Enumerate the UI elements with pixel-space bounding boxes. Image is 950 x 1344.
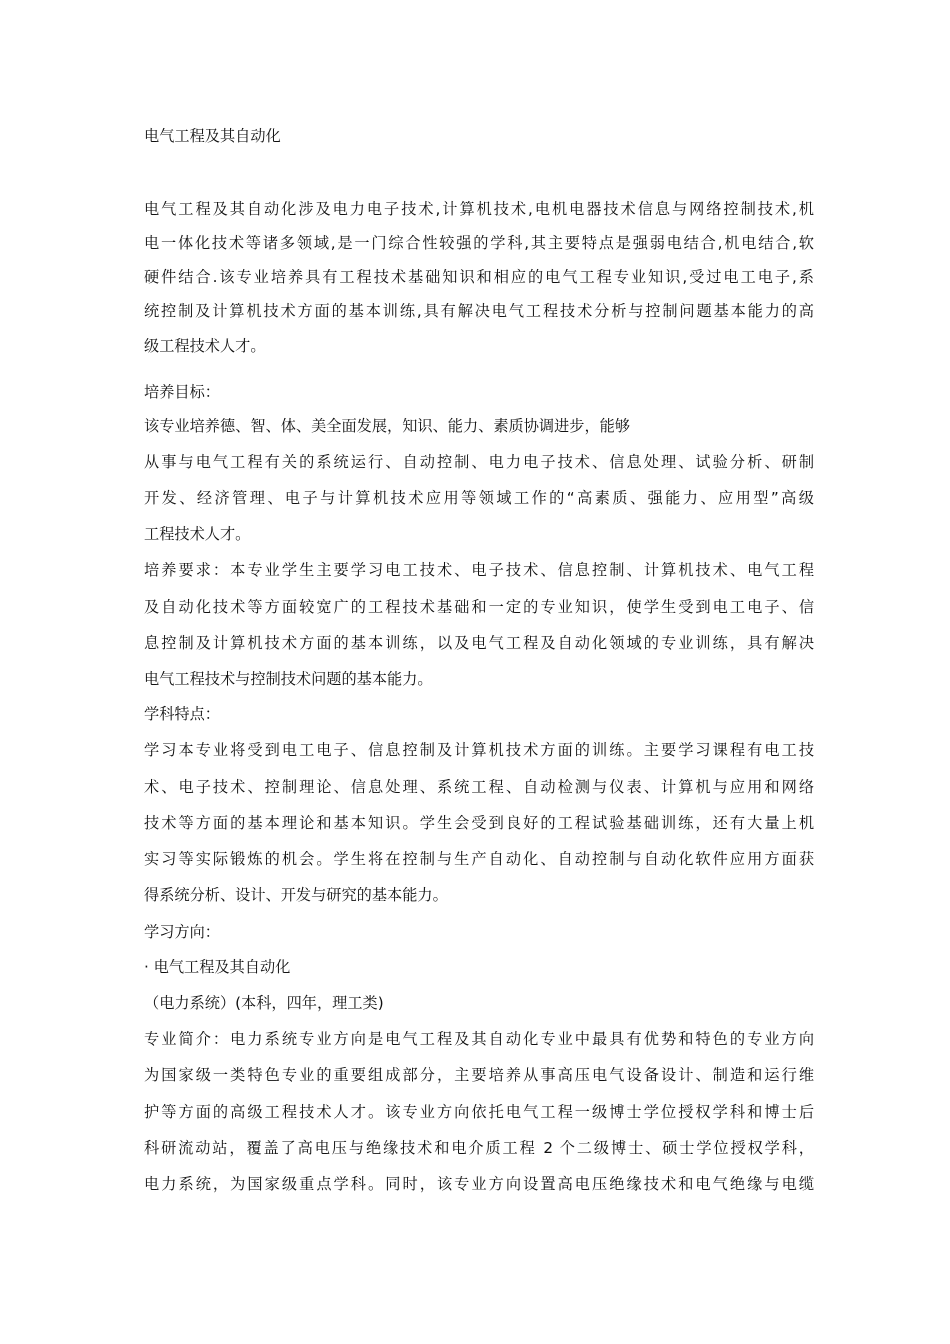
paragraph-line: 科研流动站，覆盖了高电压与绝缘技术和电介质工程 2 个二级博士、硕士学位授权学科， <box>144 1139 814 1157</box>
paragraph-line: 硬件结合.该专业培养具有工程技术基础知识和相应的电气工程专业知识,受过电工电子,系 <box>144 268 814 286</box>
section-heading-features: 学科特点： <box>144 705 220 723</box>
paragraph-line: 学习本专业将受到电工电子、信息控制及计算机技术方面的训练。主要学习课程有电工技 <box>144 741 814 759</box>
paragraph-line: 电气工程及其自动化涉及电力电子技术,计算机技术,电机电器技术信息与网络控制技术,机 <box>144 200 814 218</box>
paragraph-line: 息控制及计算机技术方面的基本训练，以及电气工程及自动化领域的专业训练，具有解决 <box>144 634 814 652</box>
paragraph-line: 级工程技术人才。 <box>144 337 266 355</box>
paragraph-line: 该专业培养德、智、体、美全面发展，知识、能力、素质协调进步，能够 <box>144 417 630 435</box>
bullet-item: · 电气工程及其自动化 <box>144 958 291 976</box>
section-heading-goals: 培养目标： <box>144 383 220 401</box>
paragraph-line: 开发、经济管理、电子与计算机技术应用等领域工作的“高素质、强能力、应用型”高级 <box>144 489 814 507</box>
paragraph-line: 得系统分析、设计、开发与研究的基本能力。 <box>144 886 448 904</box>
paragraph-line: （电力系统）(本科，四年，理工类) <box>144 994 384 1012</box>
document-title: 电气工程及其自动化 <box>144 127 281 145</box>
paragraph-line: 统控制及计算机技术方面的基本训练,具有解决电气工程技术分析与控制问题基本能力的高 <box>144 302 814 320</box>
paragraph-line: 电一体化技术等诸多领域,是一门综合性较强的学科,其主要特点是强弱电结合,机电结合,软 <box>144 234 814 252</box>
paragraph-line: 从事与电气工程有关的系统运行、自动控制、电力电子技术、信息处理、试验分析、研制 <box>144 453 814 471</box>
paragraph-line: 实习等实际锻炼的机会。学生将在控制与生产自动化、自动控制与自动化软件应用方面获 <box>144 850 814 868</box>
paragraph-line: 专业简介：电力系统专业方向是电气工程及其自动化专业中最具有优势和特色的专业方向 <box>144 1030 814 1048</box>
paragraph-line: 电气工程技术与控制技术问题的基本能力。 <box>144 670 433 688</box>
paragraph-line: 工程技术人才。 <box>144 525 251 543</box>
paragraph-line: 技术等方面的基本理论和基本知识。学生会受到良好的工程试验基础训练，还有大量上机 <box>144 814 814 832</box>
paragraph-line: 培养要求：本专业学生主要学习电工技术、电子技术、信息控制、计算机技术、电气工程 <box>144 561 814 579</box>
paragraph-line: 护等方面的高级工程技术人才。该专业方向依托电气工程一级博士学位授权学科和博士后 <box>144 1103 814 1121</box>
paragraph-line: 术、电子技术、控制理论、信息处理、系统工程、自动检测与仪表、计算机与应用和网络 <box>144 778 814 796</box>
paragraph-line: 及自动化技术等方面较宽广的工程技术基础和一定的专业知识，使学生受到电工电子、信 <box>144 598 814 616</box>
section-heading-directions: 学习方向： <box>144 923 220 941</box>
paragraph-line: 为国家级一类特色专业的重要组成部分，主要培养从事高压电气设备设计、制造和运行维 <box>144 1066 814 1084</box>
paragraph-line: 电力系统，为国家级重点学科。同时，该专业方向设置高电压绝缘技术和电气绝缘与电缆 <box>144 1175 814 1193</box>
